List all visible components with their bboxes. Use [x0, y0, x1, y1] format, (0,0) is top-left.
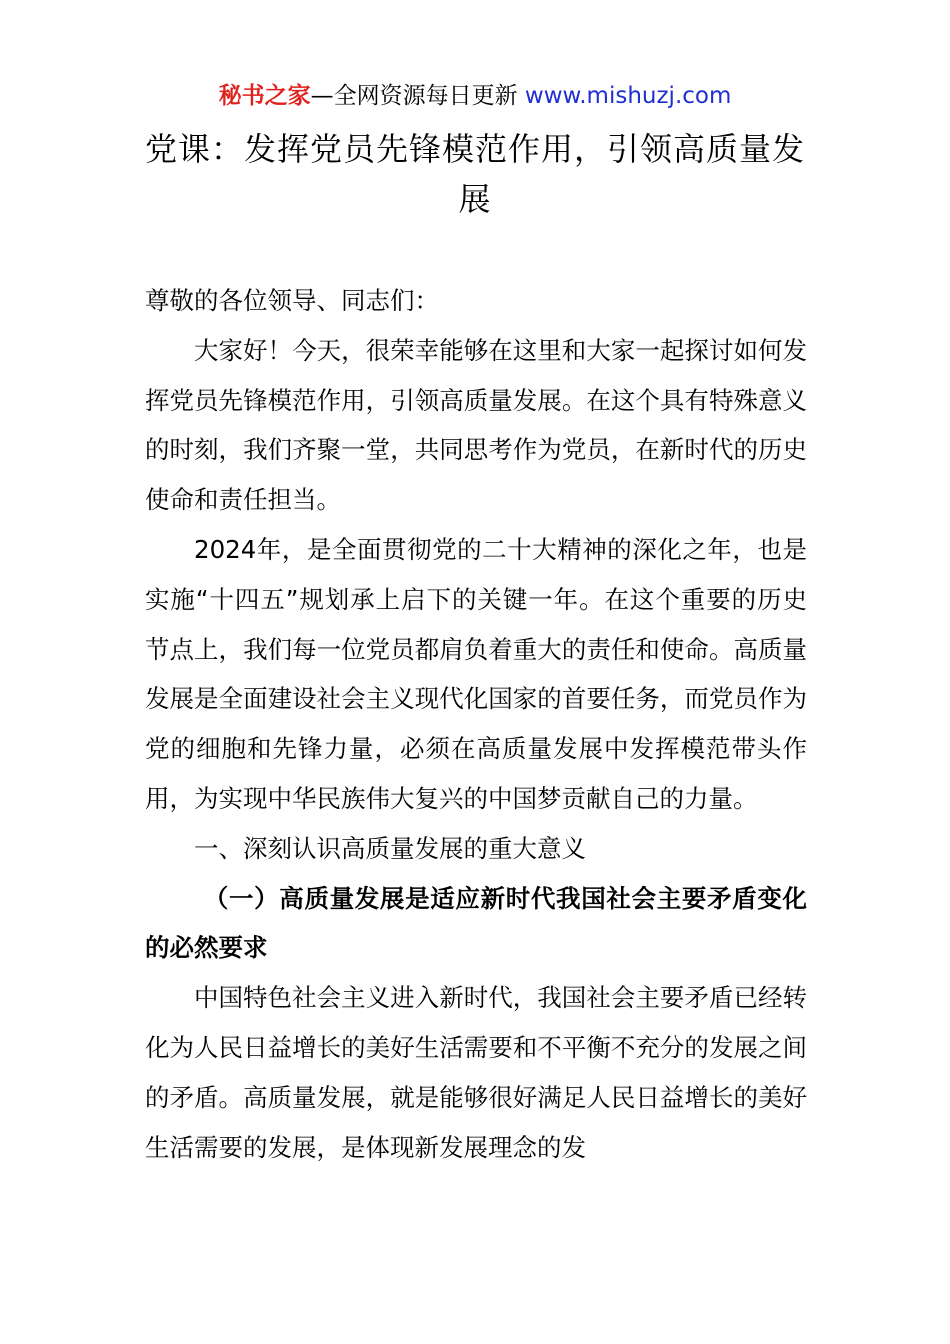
salutation: 尊敬的各位领导、同志们： [145, 286, 439, 315]
paragraph-intro: 大家好！今天，很荣幸能够在这里和大家一起探讨如何发挥党员先锋模范作用，引领高质量发展。在这个具有特殊意义的时刻，我们齐聚一堂，共同思考作为党员，在新时代的历史使命和责任担当。 [145, 335, 807, 515]
site-header [0, 80, 950, 112]
subsection-heading: （一）高质量发展是适应新时代我国社会主要矛盾变化的必然要求 [145, 883, 807, 963]
site-url[interactable]: www.mishuzj.com [524, 83, 732, 109]
site-tagline: —全网资源每日更新 [310, 83, 525, 109]
document-body [145, 276, 807, 1172]
document-title: 党课：发挥党员先锋模范作用，引领高质量发展 [144, 130, 805, 218]
paragraph-context: 2024年，是全面贯彻党的二十大精神的深化之年，也是实施“十四五”规划承上启下的关键一年。在这个重要的历史节点上，我们每一位党员都肩负着重大的责任和使命。高质量发展是全面建设社会主义现代化国家的首要任务，而党员作为党的细胞和先锋力量，必须在高质量发展中发挥模范带头作用，为实现中华民族伟大复兴的中国梦贡献自己的力量。 [145, 534, 807, 813]
site-brand: 秘书之家 [218, 83, 311, 109]
section-heading: 一、深刻认识高质量发展的重大意义 [194, 833, 586, 863]
paragraph-contradiction: 中国特色社会主义进入新时代，我国社会主要矛盾已经转化为人民日益增长的美好生活需要和不平衡不充分的发展之间的矛盾。高质量发展，就是能够很好满足人民日益增长的美好生活需要的发展，是体现新发展理念的发 [145, 983, 807, 1162]
